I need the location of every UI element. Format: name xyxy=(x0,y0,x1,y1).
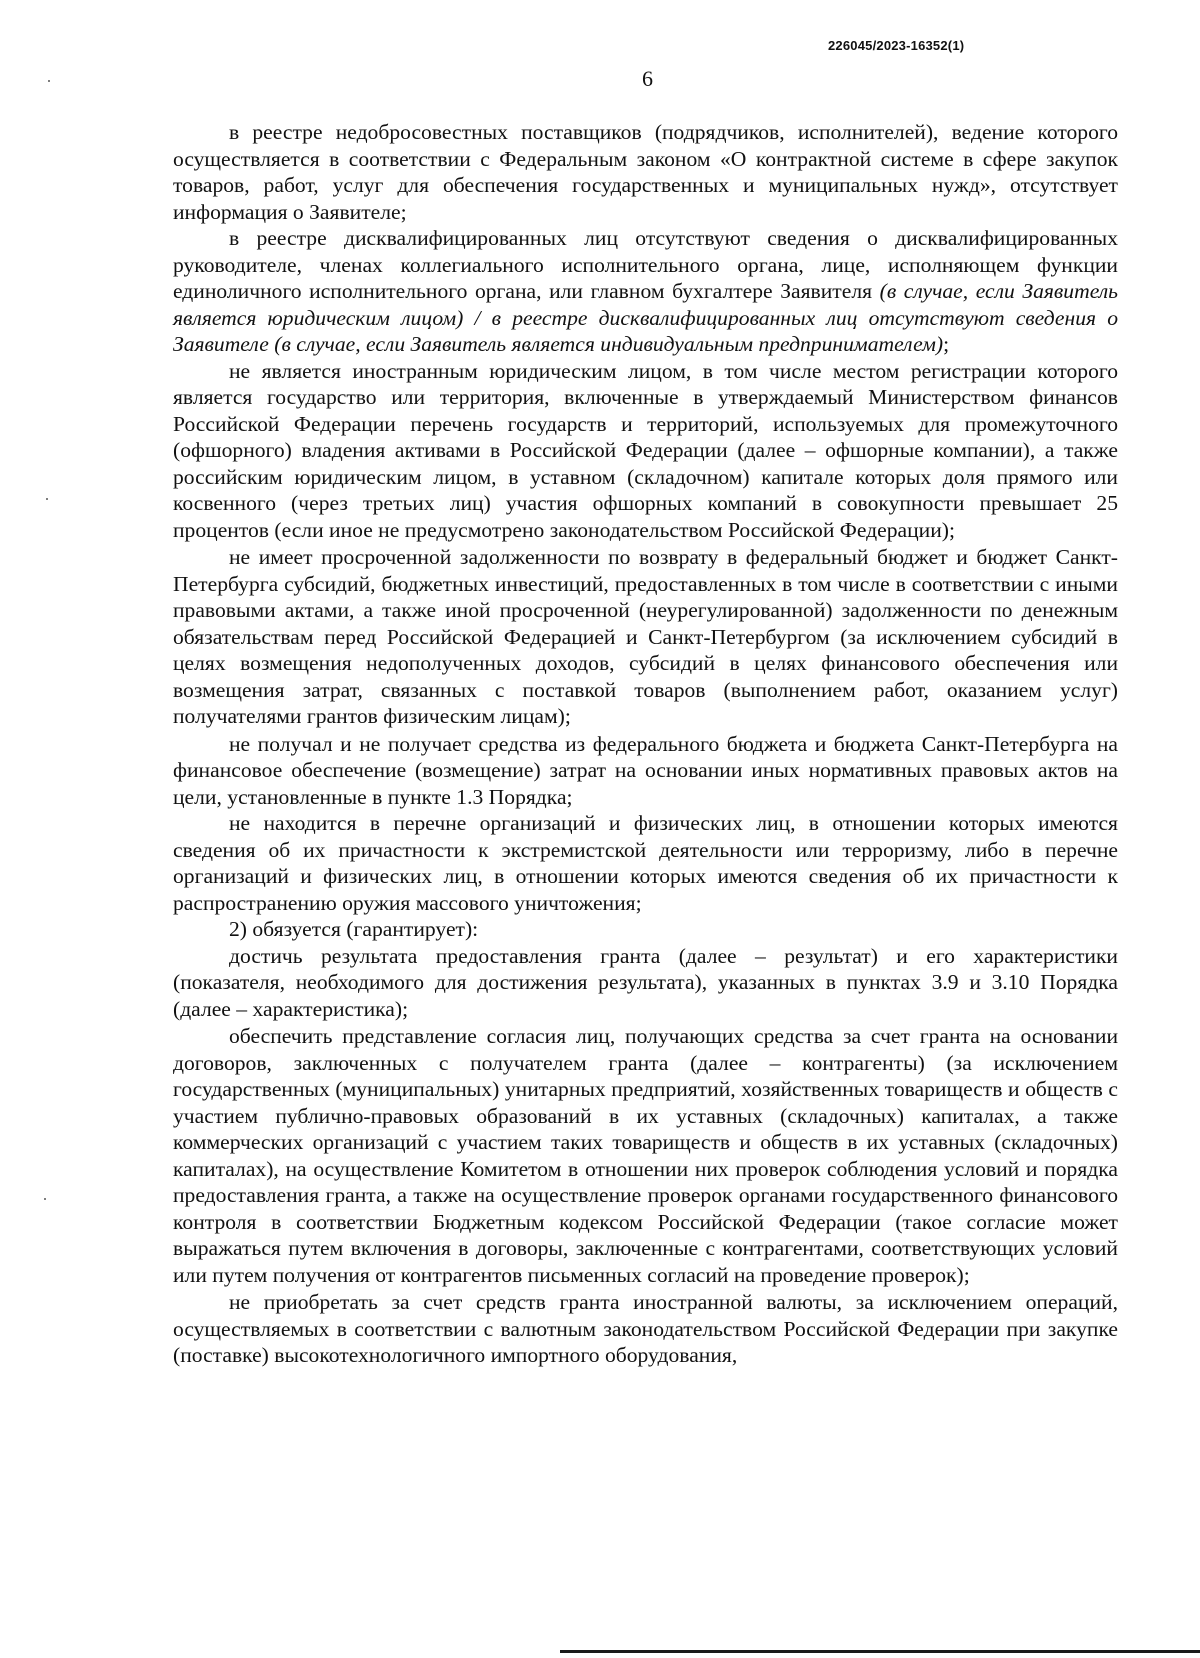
paragraph-grant-result: достичь результата предоставления гранта (далее – результат) и его характеристики (показателя, необходимого для достижения результата), указанных в пунктах 3.9 и 3.10 Порядка (далее – характеристика); xyxy=(173,943,1118,1021)
scan-speck xyxy=(48,80,50,82)
document-body xyxy=(173,119,1118,1369)
paragraph-overdue-debt: не имеет просроченной задолженности по возврату в федеральный бюджет и бюджет Санкт-Петербурга субсидий, бюджетных инвестиций, предоставленных в том числе в соответствии с иными правовыми актами, а также иной просроченной (неурегулированной) задолженности по денежным обязательствам перед Российской Федерацией и Санкт-Петербургом (за исключением субсидий в целях возмещения недополученных доходов, субсидий в целях финансового обеспечения или возмещения затрат, связанных с поставкой товаров (выполнением работ, оказанием услуг) получателями грантов физическим лицам); xyxy=(173,545,1118,728)
paragraph-counterparty-consent: обеспечить представление согласия лиц, получающих средства за счет гранта на основании договоров, заключенных с получателем гранта (далее – контрагенты) (за исключением государственных (муниципальных) унитарных предприятий, хозяйственных товариществ и обществ с участием публично-правовых образований в их уставных (складочных) капиталах, а также коммерческих организаций с участием таких товариществ и обществ в их уставных (складочных) капиталах), на осуществление Комитетом в отношении них проверок соблюдения условий и порядка предоставления гранта, а также на осуществление проверок органами государственного финансового контроля в соответствии Бюджетным кодексом Российской Федерации (такое согласие может выражаться путем включения в договоры, заключенные с контрагентами, соответствующих условий или путем получения от контрагентов письменных согласий на проведение проверок); xyxy=(173,1024,1118,1287)
page-number: 6 xyxy=(642,66,653,91)
paragraph-federal-budget-funds: не получал и не получает средства из федерального бюджета и бюджета Санкт-Петербурга на финансовое обеспечение (возмещение) затрат на основании иных нормативных правовых актов на цели, установленные в пункте 1.3 Порядка; xyxy=(173,731,1118,809)
paragraph-obligations-heading: 2) обязуется (гарантирует): xyxy=(229,917,479,941)
scan-speck xyxy=(46,498,48,500)
paragraph-unscrupulous-suppliers-registry: в реестре недобросовестных поставщиков (подрядчиков, исполнителей), ведение которого осуществляется в соответствии с Федеральным законом «О контрактной системе в сфере закупок товаров, работ, услуг для обеспечения государственных и муниципальных нужд», отсутствует информация о Заявителе; xyxy=(173,120,1118,224)
paragraph-disqualified-persons-registry: в реестре дисквалифицированных лиц отсутствуют сведения о дисквалифицированных руководителе, членах коллегиального исполнительного органа, лице, исполняющем функции единоличного исполнительного органа, или главном бухгалтере Заявителя (в случае, если Заявитель является юридическим лицом) / в реестре дисквалифицированных лиц отсутствуют сведения о Заявителе (в случае, если Заявитель является индивидуальным предпринимателем); xyxy=(173,226,1118,356)
document-registration-number: 226045/2023-16352(1) xyxy=(828,38,965,53)
paragraph-extremism-lists: не находится в перечне организаций и физических лиц, в отношении которых имеются сведения об их причастности к экстремистской деятельности или терроризму, либо в перечне организаций и физических лиц, в отношении которых имеются сведения об их причастности к распространению оружия массового уничтожения; xyxy=(173,811,1118,915)
italic-applicant-note: (в случае, если Заявитель является юридическим лицом) / в реестре дисквалифицированных лиц отсутствуют сведения о Заявителе (в случае, если Заявитель является индивидуальным предпринимателем) xyxy=(173,279,1118,356)
paragraph-foreign-currency: не приобретать за счет средств гранта иностранной валюты, за исключением операций, осуществляемых в соответствии с валютным законодательством Российской Федерации при закупке (поставке) высокотехнологичного импортного оборудования, xyxy=(173,1290,1118,1367)
scan-bottom-edge xyxy=(560,1650,1200,1653)
paragraph-offshore-companies: не является иностранным юридическим лицом, в том числе местом регистрации которого является государство или территория, включенные в утверждаемый Министерством финансов Российской Федерации перечень государств и территорий, используемых для промежуточного (офшорного) владения активами в Российской Федерации (далее – офшорные компании), а также российским юридическим лицом, в уставном (складочном) капитале которых доля прямого или косвенного (через третьих лиц) участия офшорных компаний в совокупности превышает 25 процентов (если иное не предусмотрено законодательством Российской Федерации); xyxy=(173,358,1118,542)
scan-speck xyxy=(44,1198,46,1200)
